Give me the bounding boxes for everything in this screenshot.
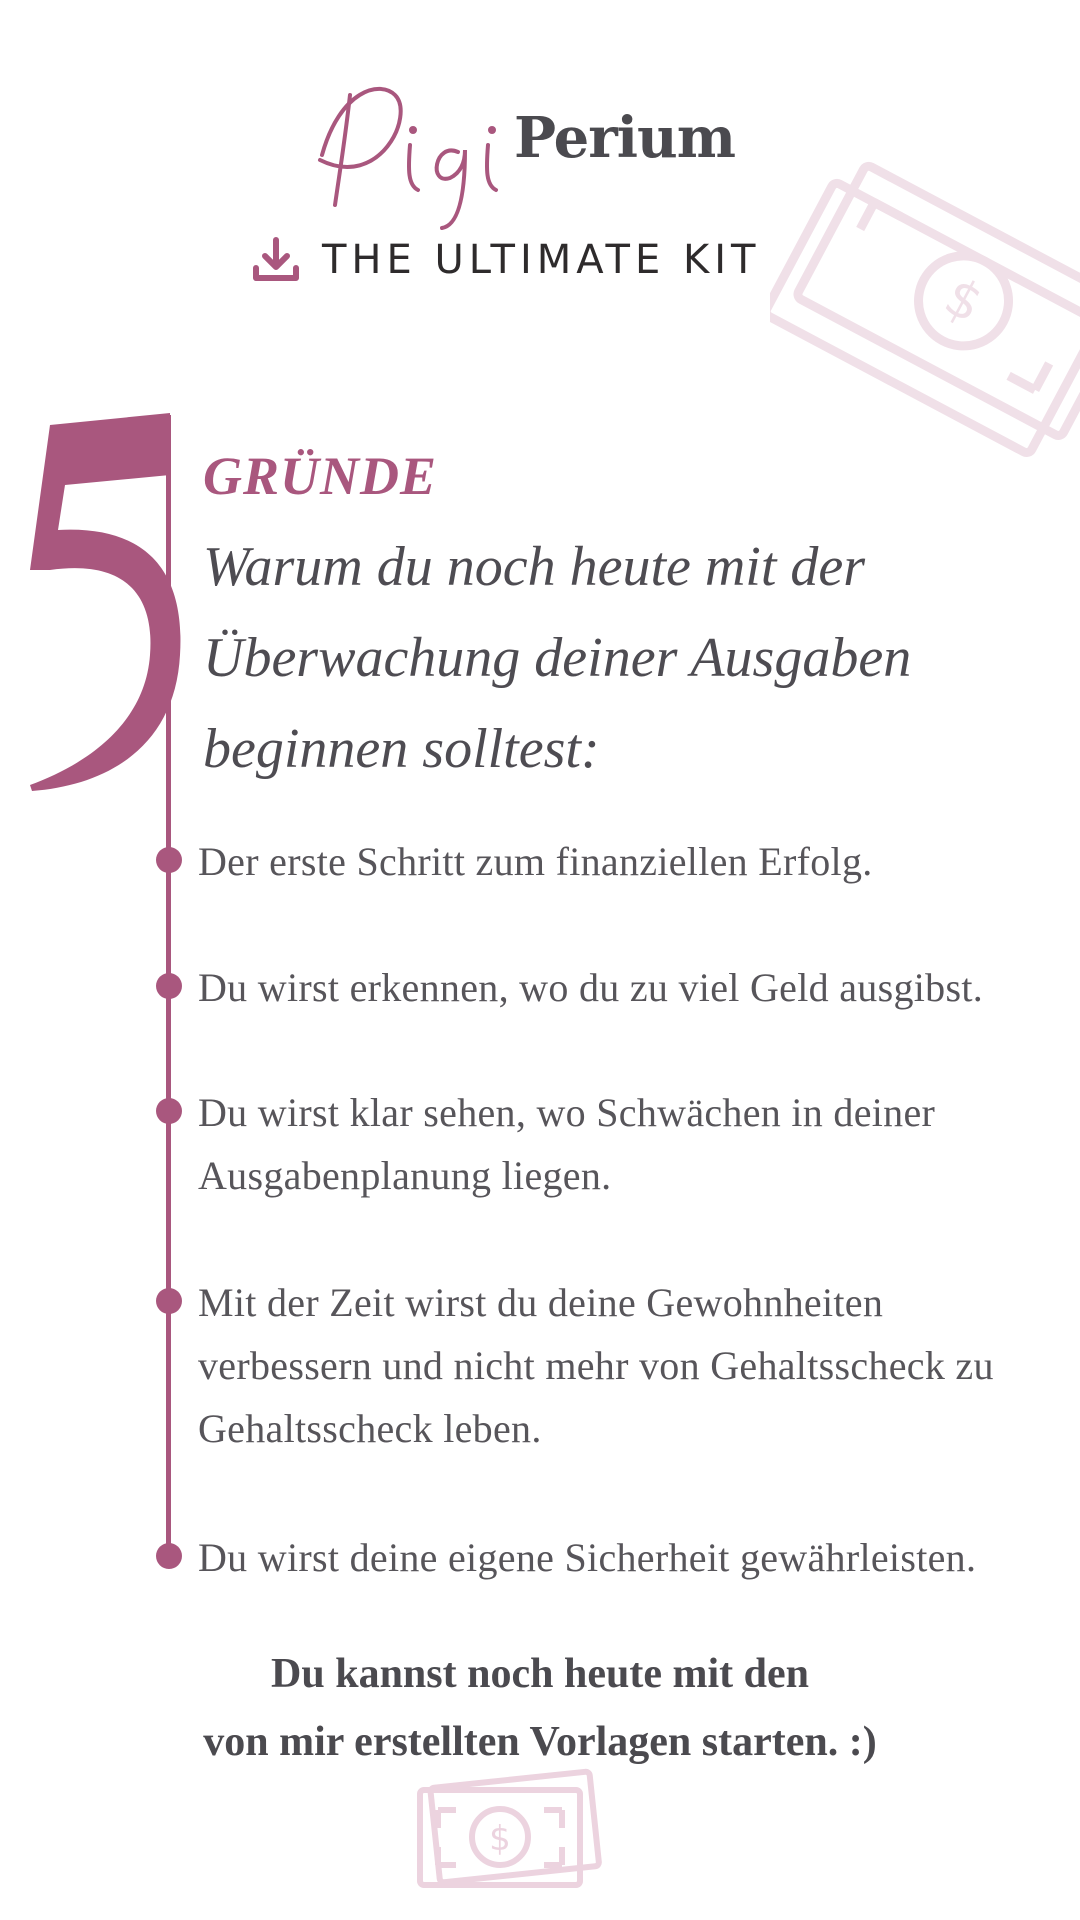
heading: GRÜNDE xyxy=(203,446,438,506)
reason-item: Mit der Zeit wirst du deine Gewohnheiten verbessern und nicht mehr von Gehaltsscheck zu Gehaltsscheck leben. xyxy=(198,1280,994,1451)
timeline-dot xyxy=(156,1098,182,1124)
closing-text xyxy=(0,1640,1080,1776)
money-bill-icon xyxy=(770,130,1080,470)
reason-item: Du wirst deine eigene Sicherheit gewährleisten. xyxy=(198,1535,977,1580)
reason-item: Du wirst erkennen, wo du zu viel Geld ausgibst. xyxy=(198,965,984,1010)
svg-text:$: $ xyxy=(489,1819,511,1859)
big-number-five xyxy=(10,325,200,805)
timeline-dot xyxy=(156,1543,182,1569)
logo-script xyxy=(300,60,530,235)
reason-item: Der erste Schritt zum finanziellen Erfolg. xyxy=(198,839,873,884)
subtitle-line: beginnen solltest: xyxy=(203,718,600,780)
closing-line: von mir erstellten Vorlagen starten. :) xyxy=(203,1719,877,1765)
closing-line: Du kannst noch heute mit den xyxy=(271,1651,809,1697)
download-icon xyxy=(250,234,302,286)
timeline-dot xyxy=(156,1288,182,1314)
svg-text:$: $ xyxy=(934,266,993,336)
timeline-dot xyxy=(156,973,182,999)
money-bill-icon xyxy=(410,1760,610,1900)
subtitle-line: Warum du noch heute mit der xyxy=(203,536,866,598)
kit-tagline xyxy=(250,232,760,288)
kit-text: THE ULTIMATE KIT xyxy=(322,237,761,283)
subtitle-line: Überwachung deiner Ausgaben xyxy=(203,627,912,689)
timeline-dot xyxy=(156,847,182,873)
reason-item: Du wirst klar sehen, wo Schwächen in deiner Ausgabenplanung liegen. xyxy=(198,1090,936,1198)
logo-wordmark: Perium xyxy=(514,105,735,171)
subtitle xyxy=(203,522,1023,795)
